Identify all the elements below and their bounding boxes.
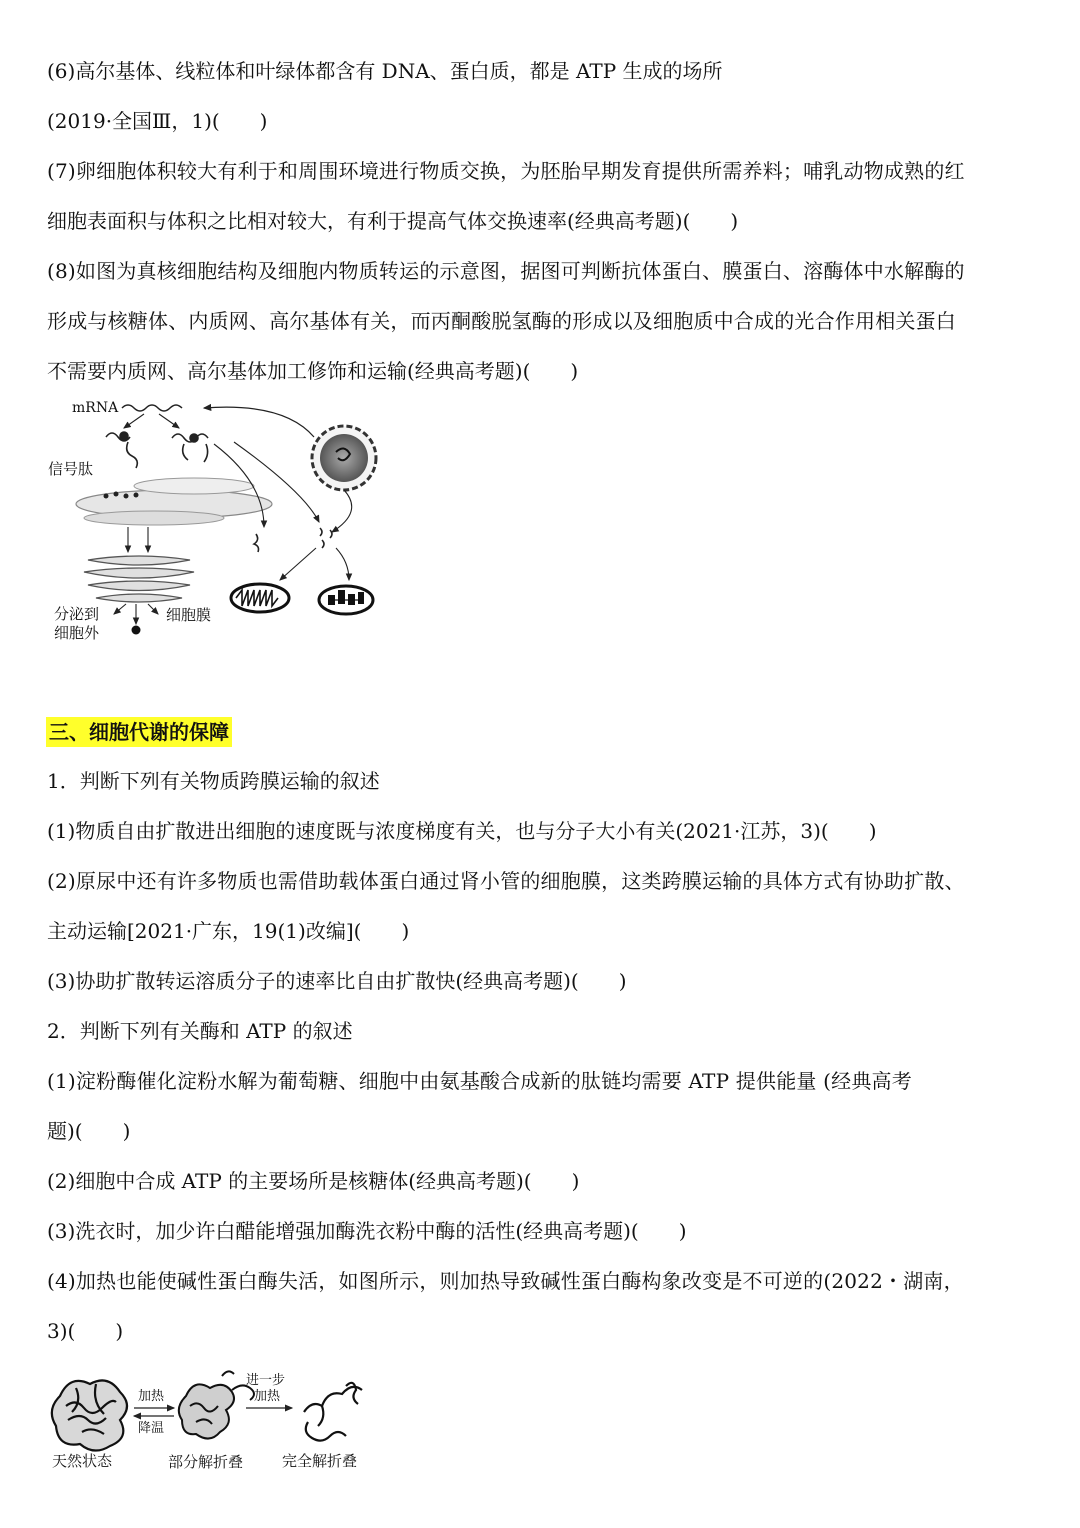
cool-label: 降温 xyxy=(138,1421,165,1436)
question-2-title: 2．判断下列有关酶和 ATP 的叙述 xyxy=(47,1019,353,1043)
arrow-to-ribosome-right xyxy=(159,414,179,428)
arrow-to-chloroplast xyxy=(336,548,349,580)
partial-unfold-label: 部分解折叠 xyxy=(168,1453,244,1471)
section-heading: 三、细胞代谢的保障 xyxy=(46,717,232,747)
mrna-label: mRNA xyxy=(72,400,119,416)
golgi-apparatus xyxy=(84,556,194,602)
secrete-label-1: 分泌到 xyxy=(54,605,100,623)
arrow-nucleus-to-cytosol xyxy=(332,490,352,532)
arrow-golgi-secrete xyxy=(114,604,126,614)
text-line-6: (6)高尔基体、线粒体和叶绿体都含有 DNA、蛋白质，都是 ATP 生成的场所 xyxy=(47,59,723,83)
arrow-to-ribosome-left xyxy=(124,414,144,428)
question-2-item-4a: (4)加热也能使碱性蛋白酶失活，如图所示，则加热导致碱性蛋白酶构象改变是不可逆的(2022・湖南， xyxy=(47,1269,964,1293)
question-1-item-2b: 主动运输[2021·广东，19(1)改编]( ) xyxy=(47,919,410,943)
question-1-item-3: (3)协助扩散转运溶质分子的速率比自由扩散快(经典高考题)( ) xyxy=(47,969,627,993)
full-unfold-label: 完全解折叠 xyxy=(282,1452,358,1470)
native-state-label: 天然状态 xyxy=(52,1452,113,1470)
question-1-item-2a: (2)原尿中还有许多物质也需借助载体蛋白通过肾小管的细胞膜，这类跨膜运输的具体方式有协助扩散、 xyxy=(47,869,965,893)
text-line-7b: 细胞表面积与体积之比相对较大，有利于提高气体交换速率(经典高考题)( ) xyxy=(47,209,739,233)
question-2-item-1b: 题)( ) xyxy=(47,1119,131,1143)
question-1-title: 1．判断下列有关物质跨膜运输的叙述 xyxy=(47,769,380,793)
fully-unfolded-protein xyxy=(304,1383,362,1441)
native-state-protein xyxy=(52,1380,127,1450)
question-1-item-1: (1)物质自由扩散进出细胞的速度既与浓度梯度有关，也与分子大小有关(2021·江苏，3)( ) xyxy=(47,819,877,843)
arrow-to-mitochondrion xyxy=(280,548,316,580)
ribosome-cluster-left xyxy=(106,432,137,468)
cell-transport-diagram xyxy=(44,392,394,654)
protein-unfolding-diagram xyxy=(46,1366,386,1476)
mrna-strand xyxy=(122,405,182,411)
cytosol-protein xyxy=(254,534,259,552)
cell-membrane-label: 细胞膜 xyxy=(166,606,212,624)
arrow-nucleus-to-mrna xyxy=(204,407,314,437)
secrete-label-2: 细胞外 xyxy=(54,624,100,642)
signal-peptide-label: 信号肽 xyxy=(48,460,94,478)
further-label-2: 加热 xyxy=(254,1389,281,1404)
text-line-8b: 形成与核糖体、内质网、高尔基体有关，而丙酮酸脱氢酶的形成以及细胞质中合成的光合作用相关蛋白 xyxy=(47,309,956,333)
organelle-proteins xyxy=(320,528,332,548)
lysosome-dot xyxy=(132,626,141,635)
arrow-golgi-membrane xyxy=(148,604,158,614)
question-2-item-4b: 3)( ) xyxy=(47,1319,124,1343)
nucleus xyxy=(312,426,376,490)
question-2-item-1a: (1)淀粉酶催化淀粉水解为葡萄糖、细胞中由氨基酸合成新的肽链均需要 ATP 提供能量 (经典高考 xyxy=(47,1069,912,1093)
endoplasmic-reticulum xyxy=(76,478,272,525)
question-2-item-2: (2)细胞中合成 ATP 的主要场所是核糖体(经典高考题)( ) xyxy=(47,1169,580,1193)
text-line-8c: 不需要内质网、高尔基体加工修饰和运输(经典高考题)( ) xyxy=(47,359,579,383)
text-line-6-source: (2019·全国Ⅲ，1)( ) xyxy=(47,109,268,133)
chloroplast xyxy=(319,586,373,614)
heat-label: 加热 xyxy=(138,1389,165,1404)
question-2-item-3: (3)洗衣时，加少许白醋能增强加酶洗衣粉中酶的活性(经典高考题)( ) xyxy=(47,1219,687,1243)
partially-unfolded-protein xyxy=(179,1371,254,1438)
text-line-7a: (7)卵细胞体积较大有利于和周围环境进行物质交换，为胚胎早期发育提供所需养料；哺乳动物成熟的红 xyxy=(47,159,965,183)
ribosome-cluster-right xyxy=(172,434,208,462)
mitochondrion xyxy=(231,584,289,612)
further-label-1: 进一步 xyxy=(246,1373,286,1388)
text-line-8a: (8)如图为真核细胞结构及细胞内物质转运的示意图，据图可判断抗体蛋白、膜蛋白、溶酶体中水解酶的 xyxy=(47,259,965,283)
